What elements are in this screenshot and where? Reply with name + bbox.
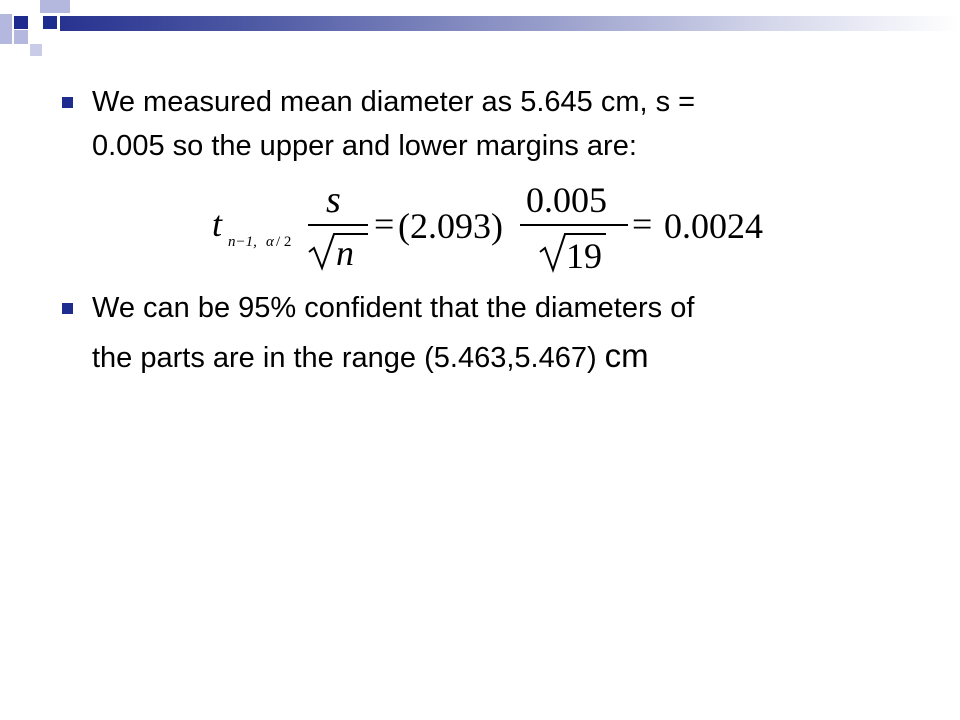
decorative-square xyxy=(30,44,42,56)
decorative-square xyxy=(14,30,28,44)
formula-frac1-numerator: s xyxy=(326,179,341,221)
formula-sub-n1: n−1, xyxy=(228,234,257,250)
bullet-1-line-2: 0.005 so the upper and lower margins are: xyxy=(92,130,637,162)
bullet-square-icon xyxy=(62,303,73,314)
decorative-square xyxy=(14,16,28,29)
header-gradient-band xyxy=(60,16,960,31)
bullet-square-icon xyxy=(62,97,73,108)
formula-sub-over2: / 2 xyxy=(276,234,292,250)
formula-frac1-denominator: n xyxy=(336,233,354,273)
margin-formula xyxy=(208,172,788,276)
formula-frac2-numerator: 0.005 xyxy=(526,180,607,220)
formula-equals-1: = xyxy=(374,204,395,244)
formula-svg xyxy=(208,172,788,276)
bullet-2-line-2-main: the parts are in the range (5.463,5.467) xyxy=(92,342,605,374)
formula-result: 0.0024 xyxy=(664,206,763,246)
bullet-2-line-2 xyxy=(92,334,649,380)
decorative-square xyxy=(43,16,57,29)
bullet-2-line-1: We can be 95% confident that the diameters of xyxy=(92,292,695,324)
decorative-square xyxy=(40,0,70,13)
bullet-1-line-1: We measured mean diameter as 5.645 cm, s = xyxy=(92,86,696,118)
decorative-square xyxy=(0,14,12,44)
formula-frac2-denominator: 19 xyxy=(566,236,602,276)
bullet-2-unit: cm xyxy=(604,337,649,374)
formula-coefficient: (2.093) xyxy=(398,206,503,246)
formula-equals-2: = xyxy=(632,204,653,244)
formula-sub-alpha: α xyxy=(266,234,274,250)
formula-t: t xyxy=(212,204,223,244)
